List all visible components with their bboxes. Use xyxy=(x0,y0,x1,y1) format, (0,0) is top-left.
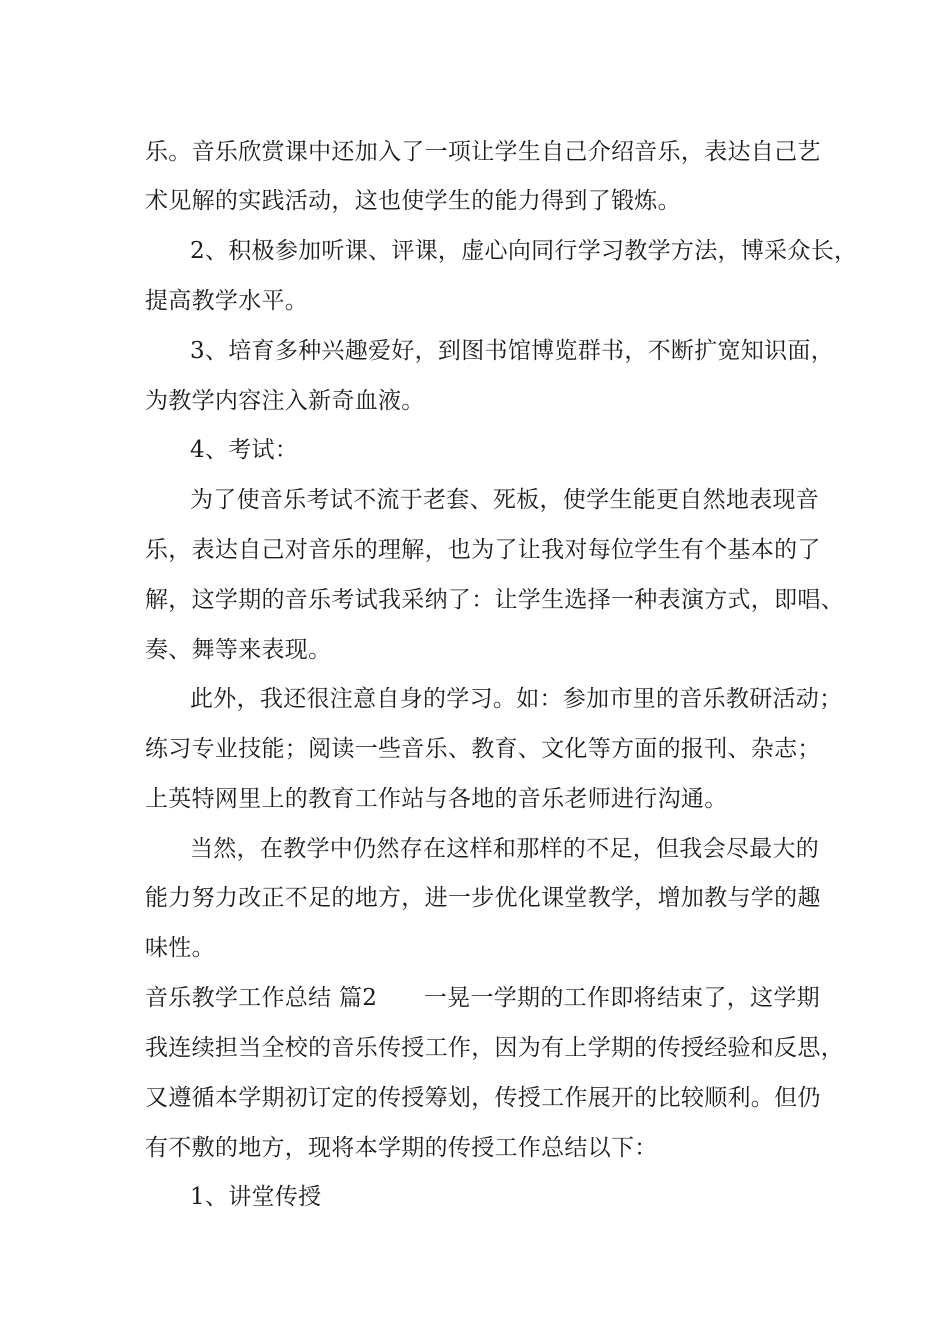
text-line-19: 我连续担当全校的音乐传授工作，因为有上学期的传授经验和反思， xyxy=(145,1035,844,1061)
text-line-9: 乐，表达自己对音乐的理解，也为了让我对每位学生有个基本的了 xyxy=(145,537,821,563)
text-line-10: 解，这学期的音乐考试我采纳了：让学生选择一种表演方式，即唱、 xyxy=(145,587,844,613)
text-line-8: 为了使音乐考试不流于老套、死板，使学生能更自然地表现音 xyxy=(190,487,820,513)
text-line-13: 练习专业技能；阅读一些音乐、教育、文化等方面的报刊、杂志； xyxy=(145,736,821,762)
text-line-5: 3、培育多种兴趣爱好，到图书馆博览群书，不断扩宽知识面， xyxy=(190,338,835,364)
text-line-22: 1、讲堂传授 xyxy=(190,1184,322,1210)
text-line-20: 又遵循本学期初订定的传授筹划，传授工作展开的比较顺利。但仍 xyxy=(145,1085,821,1111)
text-line-2: 术见解的实践活动，这也使学生的能力得到了锻炼。 xyxy=(145,188,681,214)
text-line-21: 有不敷的地方，现将本学期的传授工作总结以下： xyxy=(145,1135,658,1161)
text-line-1: 乐。音乐欣赏课中还加入了一项让学生自己介绍音乐，表达自己艺 xyxy=(145,139,821,165)
text-line-15: 当然，在教学中仍然存在这样和那样的不足，但我会尽最大的 xyxy=(190,836,820,862)
text-line-4: 提高教学水平。 xyxy=(145,288,309,314)
text-line-11: 奏、舞等来表现。 xyxy=(145,637,332,663)
text-line-18: 音乐教学工作总结 篇2 一晃一学期的工作即将结束了，这学期 xyxy=(145,985,820,1011)
text-line-3: 2、积极参加听课、评课，虚心向同行学习教学方法，博采众长， xyxy=(190,238,858,264)
text-line-14: 上英特网里上的教育工作站与各地的音乐老师进行沟通。 xyxy=(145,786,728,812)
text-line-12: 此外，我还很注意自身的学习。如：参加市里的音乐教研活动； xyxy=(190,686,843,712)
text-line-6: 为教学内容注入新奇血液。 xyxy=(145,388,425,414)
text-line-7: 4、考试： xyxy=(190,437,299,463)
text-line-16: 能力努力改正不足的地方，进一步优化课堂教学，增加教与学的趣 xyxy=(145,885,821,911)
text-line-17: 味性。 xyxy=(145,935,215,961)
